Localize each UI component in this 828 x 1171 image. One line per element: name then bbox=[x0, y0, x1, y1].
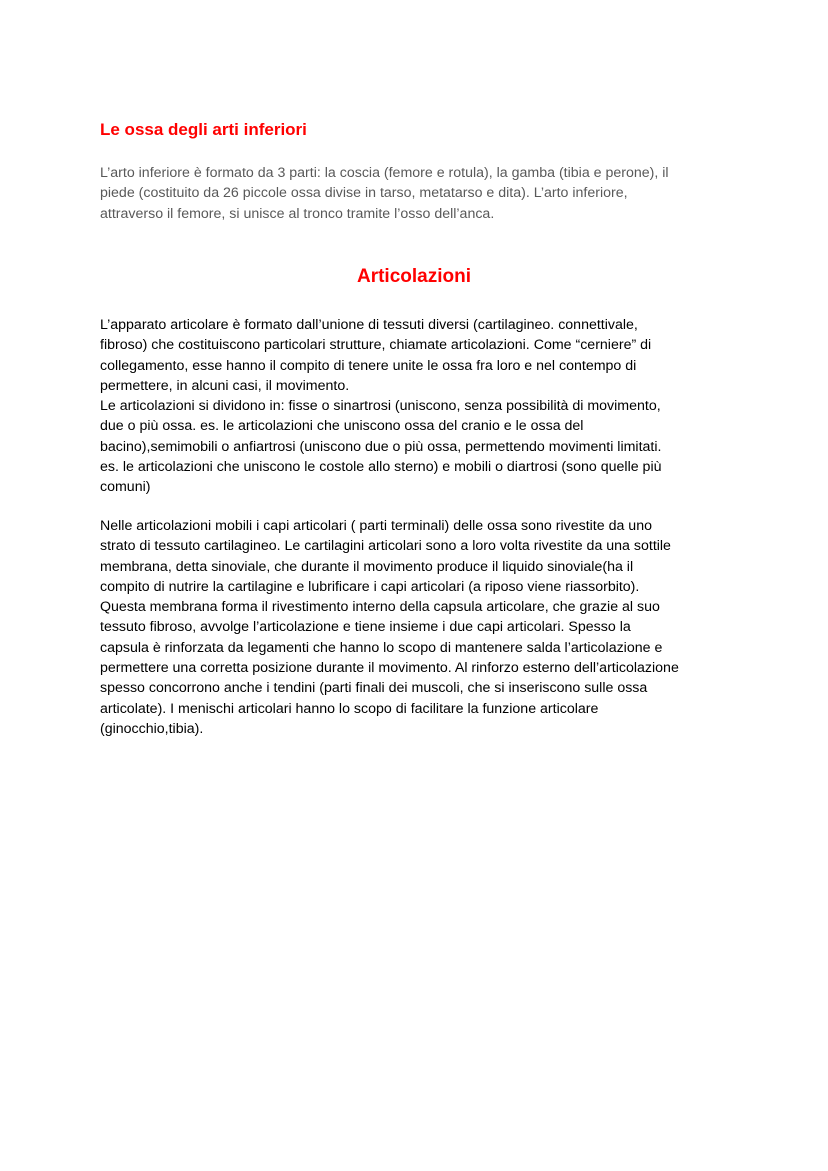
paragraph-line: comuni) bbox=[100, 479, 151, 496]
paragraph-line: Questa membrana forma il rivestimento interno della capsula articolare, che grazie al suo bbox=[100, 599, 660, 616]
section-heading-articolazioni: Articolazioni bbox=[356, 266, 471, 287]
intro-line: L’arto inferiore è formato da 3 parti: la coscia (femore e rotula), la gamba (tibia e perone), il bbox=[100, 165, 669, 181]
paragraph-line: Nelle articolazioni mobili i capi articolari ( parti terminali) delle ossa sono rivestite da uno bbox=[100, 518, 652, 534]
paragraph-line: permettere, in alcuni casi, il movimento. bbox=[100, 377, 350, 394]
paragraph-line: strato di tessuto cartilagineo. Le cartilagini articolari sono a loro volta rivestite da una sottile bbox=[100, 538, 671, 555]
paragraph-line: compito di nutrire la cartilagine e lubrificare i capi articolari (a riposo viene riassorbito). bbox=[100, 578, 640, 595]
intro-paragraph bbox=[100, 163, 730, 224]
section-heading-ossa-arti-inferiori: Le ossa degli arti inferiori bbox=[100, 120, 307, 139]
intro-line: piede (costituito da 26 piccole ossa divise in tarso, metatarso e dita). L’arto inferiore, bbox=[100, 185, 628, 202]
paragraph-line: fibroso) che costituiscono particolari strutture, chiamate articolazioni. Come “cerniere” di bbox=[100, 337, 652, 354]
paragraph-line: spesso concorrono anche i tendini (parti finali dei muscoli, che si inseriscono sulle ossa bbox=[100, 680, 648, 697]
paragraph-line: capsula è rinforzata da legamenti che hanno lo scopo di mantenere salda l’articolazione e bbox=[100, 639, 663, 656]
articolazioni-paragraph-2 bbox=[100, 516, 730, 739]
paragraph-line: membrana, detta sinoviale, che durante il movimento produce il liquido sinoviale(ha il bbox=[100, 558, 634, 575]
paragraph-line: tessuto fibroso, avvolge l’articolazione e tiene insieme i due capi articolari. Spesso la bbox=[100, 619, 631, 636]
paragraph-line: articolate). I menischi articolari hanno lo scopo di facilitare la funzione articolare bbox=[100, 700, 599, 717]
paragraph-line: (ginocchio,tibia). bbox=[100, 720, 204, 737]
paragraph-line: bacino),semimobili o anfiartrosi (uniscono due o più ossa, permettendo movimenti limitati. bbox=[100, 438, 662, 455]
intro-line: attraverso il femore, si unisce al tronco tramite l’osso dell’anca. bbox=[100, 205, 495, 222]
paragraph-line: permettere una corretta posizione durante il movimento. Al rinforzo esterno dell’articolazione bbox=[100, 660, 679, 677]
paragraph-line: L’apparato articolare è formato dall’unione di tessuti diversi (cartilagineo. connettivale, bbox=[100, 317, 638, 333]
paragraph-line: due o più ossa. es. le articolazioni che uniscono ossa del cranio e le ossa del bbox=[100, 418, 584, 435]
articolazioni-paragraph-1 bbox=[100, 315, 730, 498]
paragraph-line: collegamento, esse hanno il compito di tenere unite le ossa fra loro e nel contempo di bbox=[100, 357, 637, 374]
paragraph-line: Le articolazioni si dividono in: fisse o sinartrosi (uniscono, senza possibilità di movimento, bbox=[100, 398, 661, 415]
paragraph-line: es. le articolazioni che uniscono le costole allo sterno) e mobili o diartrosi (sono quelle più bbox=[100, 459, 662, 476]
